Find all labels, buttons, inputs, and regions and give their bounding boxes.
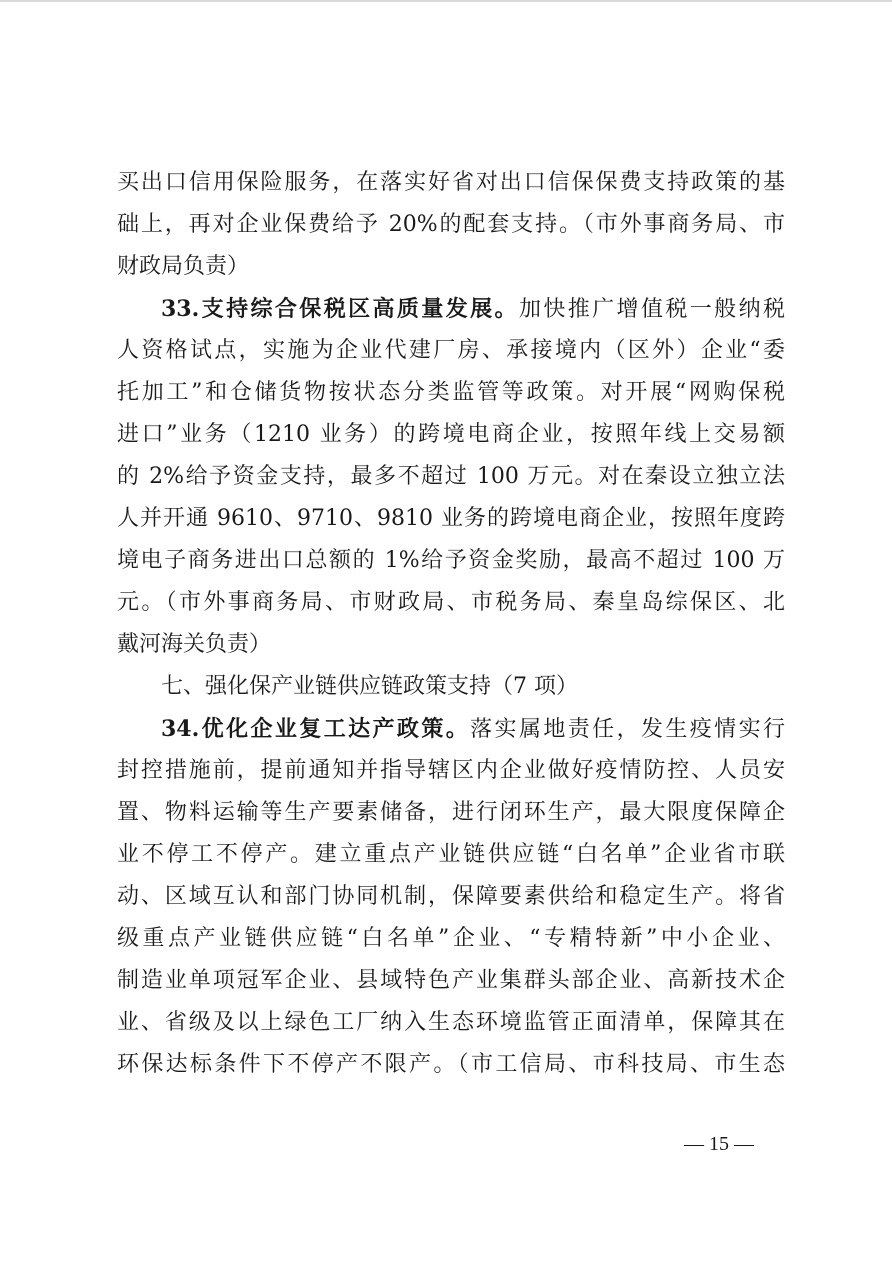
- text-line: [117, 288, 785, 330]
- paragraph-continued: [117, 162, 785, 288]
- text-line: 境电子商务进出口总额的 1%给予资金奖励，最高不超过 100 万: [117, 548, 785, 573]
- text-line: 人资格试点，实施为企业代建厂房、承接境内（区外）企业“委: [117, 338, 785, 363]
- paragraph-item-33: [117, 288, 785, 666]
- text-line: 础上，再对企业保费给予 20%的配套支持。（市外事商务局、市: [117, 212, 785, 237]
- text-line: 置、物料运输等生产要素储备，进行闭环生产，最大限度保障企: [117, 800, 785, 825]
- text-line: 级重点产业链供应链“白名单”企业、“专精特新”中小企业、: [117, 926, 785, 951]
- text-line: 进口”业务（1210 业务）的跨境电商企业，按照年线上交易额: [117, 422, 785, 447]
- text-line: 戴河海关负责）: [117, 632, 272, 657]
- text-line: 托加工”和仓储货物按状态分类监管等政策。对开展“网购保税: [117, 380, 785, 405]
- paragraph-item-34: [117, 708, 785, 1086]
- text-line: 业不停工不停产。建立重点产业链供应链“白名单”企业省市联: [117, 842, 785, 867]
- item-title: 34.优化企业复工达产政策。: [161, 716, 471, 742]
- text-line: 财政局负责）: [117, 254, 250, 279]
- text-line: 业、省级及以上绿色工厂纳入生态环境监管正面清单，保障其在: [117, 1010, 785, 1035]
- section-heading: 七、强化保产业链供应链政策支持（7 项）: [161, 674, 578, 699]
- page-number: — 15 —: [684, 1133, 754, 1155]
- text-line: [117, 708, 785, 750]
- text-line: 制造业单项冠军企业、县域特色产业集群头部企业、高新技术企: [117, 968, 785, 993]
- text-line: 动、区域互认和部门协同机制，保障要素供给和稳定生产。将省: [117, 884, 785, 909]
- document-body: [117, 162, 785, 1086]
- page-top-edge: [0, 0, 892, 2]
- text-line: 元。（市外事商务局、市财政局、市税务局、秦皇岛综保区、北: [117, 590, 785, 615]
- item-text: 落实属地责任，发生疫情实行: [470, 717, 785, 742]
- text-line: 人并开通 9610、9710、9810 业务的跨境电商企业，按照年度跨: [117, 506, 785, 531]
- text-line: 环保达标条件下不停产不限产。（市工信局、市科技局、市生态: [117, 1052, 785, 1077]
- item-title: 33.支持综合保税区高质量发展。: [161, 296, 519, 322]
- item-text: 加快推广增值税一般纳税: [518, 297, 785, 322]
- text-line: 买出口信用保险服务，在落实好省对出口信保保费支持政策的基: [117, 170, 785, 195]
- text-line: 的 2%给予资金支持，最多不超过 100 万元。对在秦设立独立法: [117, 464, 785, 489]
- text-line: 封控措施前，提前通知并指导辖区内企业做好疫情防控、人员安: [117, 758, 785, 783]
